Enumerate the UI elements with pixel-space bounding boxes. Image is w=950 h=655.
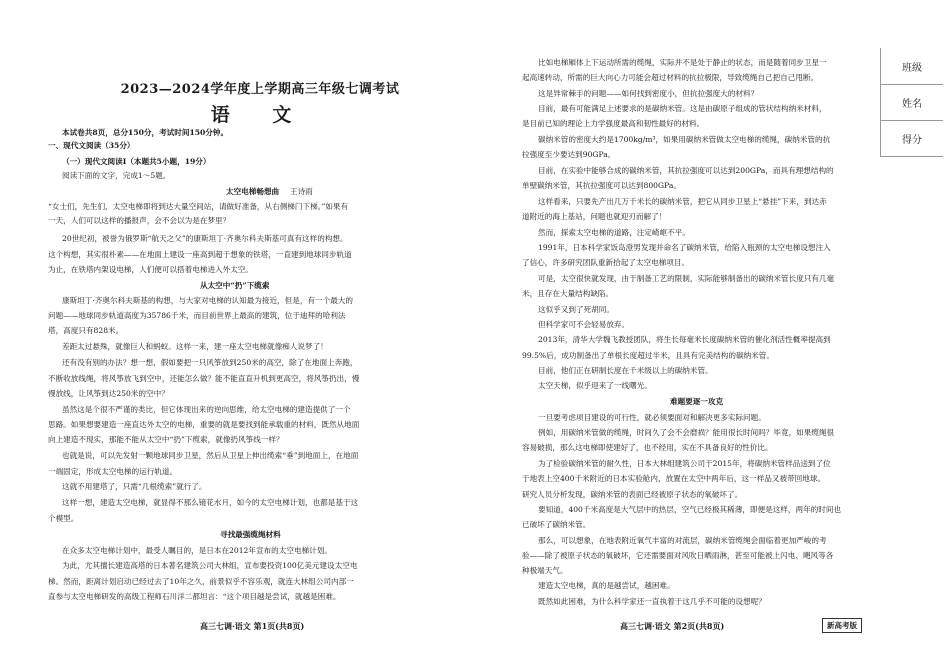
- paragraph: 既然如此困难，为什么科学家还一直执着于这几乎不可能的设想呢？: [538, 597, 766, 606]
- paragraph: 太空天梯，似乎迎来了一线曙光。: [538, 381, 652, 390]
- score-field[interactable]: [880, 120, 943, 157]
- section-heading: 一、现代文阅读（35分）: [48, 141, 135, 150]
- section-subheading: 从太空中“扔”下缆索: [200, 281, 270, 290]
- class-label: 班级: [902, 62, 922, 74]
- section-subheading: 难题要逐一攻克: [670, 397, 724, 406]
- paragraph: 问题——地球同步轨道高度为35786千米，而目前世界上最高的建筑，位于迪拜的哈利法: [48, 311, 346, 320]
- paragraph: 了信心，许多研究团队重新拾起了太空电梯项目。: [522, 258, 690, 267]
- paragraph: 这就不用建塔了，只需“几根缆索”就行了。: [62, 482, 207, 491]
- paragraph: 目前，最有可能满足上述要求的是碳纳米管。这是由碳原子组成的管状结构纳米材料，: [538, 104, 827, 113]
- paragraph: 为此，尤其擅长建造高塔的日本著名建筑公司大林组，宣布要投资100亿美元建设太空电: [62, 561, 358, 570]
- paragraph: 1991年，日本科学家饭岛澄男发现并命名了碳纳米管，给陷入瓶颈的太空电梯设想注入: [538, 243, 831, 252]
- name-field[interactable]: [880, 84, 943, 121]
- paragraph: 是目前已知的理论上力学强度最高和韧性最好的材料。: [522, 119, 705, 128]
- paragraph: 于地表上空400千米附近的日本实验舱内，放置在太空中两年后，这一样品又被带回地球。: [522, 474, 826, 483]
- page-footer: 高三七调·语文 第1页(共8页): [200, 621, 305, 631]
- paragraph: 种极端天气。: [522, 566, 568, 575]
- paragraph: 例如，用碳纳米管做的缆绳，时间久了会不会磨损？能用很长时间吗？毕竟，如果缆绳很: [538, 428, 835, 437]
- paragraph: 容易破损，那么这电梯即使建好了，也不经用，实在不具备良好的性价比。: [522, 443, 773, 452]
- paragraph: 米，且存在大量结构缺陷。: [522, 289, 614, 298]
- class-field[interactable]: [880, 48, 943, 85]
- subsection-heading: （一）现代文阅读Ⅰ（本题共5小题，19分）: [62, 157, 211, 166]
- paragraph: 虽然这是个很不严谨的类比，但它体现出来的逆向思维，给太空电梯的建造提供了一个: [62, 405, 351, 414]
- paragraph: 验——除了被原子状态的氧破坏，它还需要面对风吹日晒雨淋，甚至可能被上闪电、飓风等各: [522, 551, 834, 560]
- student-info-sidebar: [880, 0, 950, 655]
- paragraph: 可是，太空很快就发现，由于制备工艺的限制，实际能够制备出的碳纳米管长度只有几毫: [538, 274, 835, 283]
- paragraph: 一天，人们可以这样的播报声，会不会以为是在梦里？: [48, 216, 231, 225]
- paragraph: 这样看来，只要先产出几万千米长的碳纳米管，把它从同步卫星上“悬挂”下来，到达赤: [538, 197, 827, 206]
- paragraph: 碳纳米管的密度大约是1700kg/m³，如果用碳纳米管做太空电梯的缆绳，碳纳米管的抗: [538, 135, 831, 144]
- left-page: [0, 0, 470, 655]
- paragraph: 已破坏了碳纳米管。: [522, 520, 591, 529]
- paragraph: 要知道，400千米高度是大气层中的热层，空气已经极其稀薄，即便是这样，两年的时间也: [538, 505, 842, 514]
- paragraph: 99.5%后，成功制备出了单根长度超过半米，且具有完美结构的碳纳米管。: [522, 351, 774, 360]
- paragraph: 这样一想，建造太空电梯，就显得不那么镜花水月，如今的太空电梯计划，也都是基于这: [62, 498, 359, 507]
- paragraph: 这似乎又到了死胡同。: [538, 305, 614, 314]
- paragraph: 不断收放线绳，将风筝放飞到空中，还能怎么做？能不能直直升机到更高空，将风筝扔出，慢: [48, 374, 360, 383]
- paragraph: 向上建造不现实，那能不能从太空中“扔”下缆索，就像扔风筝线一样？: [48, 435, 284, 444]
- paragraph: 一端固定，形成太空电梯的运行轨道。: [48, 467, 178, 476]
- paragraph: 康斯坦丁·齐奥尔科夫斯基的构想，与大家对电梯的认知最为接近，但是，有一个最大的: [62, 296, 353, 305]
- paragraph: 梯。然而，距离计划启动已经过去了10年之久，前景似乎不容乐观，就连大林组公司内部一: [48, 577, 354, 586]
- paragraph: 为止，在铁塔内架设电梯，人们便可以搭着电梯进入外太空。: [48, 265, 254, 274]
- exam-intro: 本试卷共8页，总分150分，考试时间150分钟。: [62, 128, 229, 137]
- paragraph: 目前，在实验中能够合成的碳纳米管，其抗拉强度可以达到200GPa，而具有理想结构的: [538, 166, 834, 175]
- paragraph: 起高速转动，所需的巨大向心力可能会超过材料的抗拉极限，导致缆绳自己把自己甩断。: [522, 73, 819, 82]
- paragraph: 但科学家可不会轻易放弃。: [538, 320, 630, 329]
- paragraph: 拉强度至少要达到90GPa。: [522, 150, 616, 159]
- article-title: 太空电梯畅想曲: [226, 187, 280, 196]
- paragraph: 思路。如果想要建造一座直达外太空的电梯，重要的就是要找到能承载重的材料，既然从地面: [48, 420, 360, 429]
- right-page: [470, 0, 880, 655]
- instruction: 阅读下面的文字，完成1～5题。: [62, 171, 171, 180]
- paragraph: 然而，探索太空电梯的道路，注定崎岖不平。: [538, 228, 690, 237]
- exam-title: 2023—2024学年度上学期高三年级七调考试: [120, 82, 400, 97]
- name-label: 姓名: [902, 98, 922, 110]
- section-subheading: 寻找最强缆绳材料: [220, 530, 281, 539]
- paragraph: 直参与太空电梯研发的高级工程师石川洋二都坦言：“这个项目越是尝试，就越是困难。: [48, 592, 341, 601]
- paragraph: 研究人员分析发现，碳纳米管的表面已经被原子状态的氧破坏了。: [522, 490, 743, 499]
- article-author: 王诗雨: [290, 187, 313, 196]
- paragraph: 单壁碳纳米管，其抗拉强度可以达到800GPa。: [522, 181, 681, 190]
- paragraph: 一旦要考虑项目建设的可行性，就必须要面对和解决更多实际问题。: [538, 413, 766, 422]
- edition-badge: 新高考版: [822, 618, 862, 633]
- paragraph: 这个构想，其实很朴素——在地面上建设一座高到超于想象的铁塔，一直建到地球同步轨道: [48, 250, 352, 259]
- paragraph: 比如电梯厢体上下运动所需的缆绳，实际并不是处于静止的状态，而是随着同步卫星一: [538, 58, 827, 67]
- paragraph: 个模型。: [48, 514, 79, 523]
- paragraph: 也就是说，可以先发射一颗地球同步卫星，然后从卫星上伸出缆索“垂”到地面上，在地面: [62, 451, 359, 460]
- paragraph: 差距太过悬殊，就像巨人和蚂蚁。这样一来，建一座太空电梯就像痴人说梦了！: [62, 342, 328, 351]
- paragraph: 那么，可以想象，在地表附近氧气丰富的对流层，碳纳米管缆绳会面临着更加严峻的考: [538, 536, 827, 545]
- paragraph: 目前，他们正在研制长度在千米级以上的碳纳米管。: [538, 366, 713, 375]
- paragraph: 塔，高度只有828米。: [48, 326, 124, 335]
- paragraph: 20世纪初，被誉为俄罗斯“航天之父”的康斯坦丁·齐奥尔科夫斯基可真有这样的构想。: [62, 234, 348, 243]
- paragraph: 这是异常棘手的问题——如何找到密度小，但抗拉强度大的材料？: [538, 89, 759, 98]
- paragraph: 建造太空电梯，真的是越尝试，越困难。: [538, 581, 675, 590]
- paragraph: 2013年，清华大学魏飞教授团队，将生长每毫米长度碳纳米管的催化剂活性概率提高到: [538, 335, 831, 344]
- paragraph: 道附近的海上基站，问题也就迎刃而解了！: [522, 212, 667, 221]
- score-label: 得分: [902, 134, 922, 146]
- paragraph: “女士们，先生们，太空电梯即将到达大量空间站，请做好准备，从右侧梯门下梯。”如果有: [48, 202, 349, 211]
- paragraph: 在众多太空电梯计划中，最受人瞩目的，是日本在2012年宣布的太空电梯计划。: [62, 546, 332, 555]
- paragraph: 还有没有别的办法？想一想，假如要把一只风筝放到250米的高空，除了在地面上奔跑，: [62, 358, 358, 367]
- subject-title: 语 文: [210, 104, 310, 126]
- paragraph: 慢放线，让风筝到达250米的空中？: [48, 389, 169, 398]
- paragraph: 为了检验碳纳米管的耐久性，日本大林组建筑公司于2015年，将碳纳米管样品送到了位: [538, 459, 831, 468]
- page-footer: 高三七调·语文 第2页(共8页): [620, 621, 725, 631]
